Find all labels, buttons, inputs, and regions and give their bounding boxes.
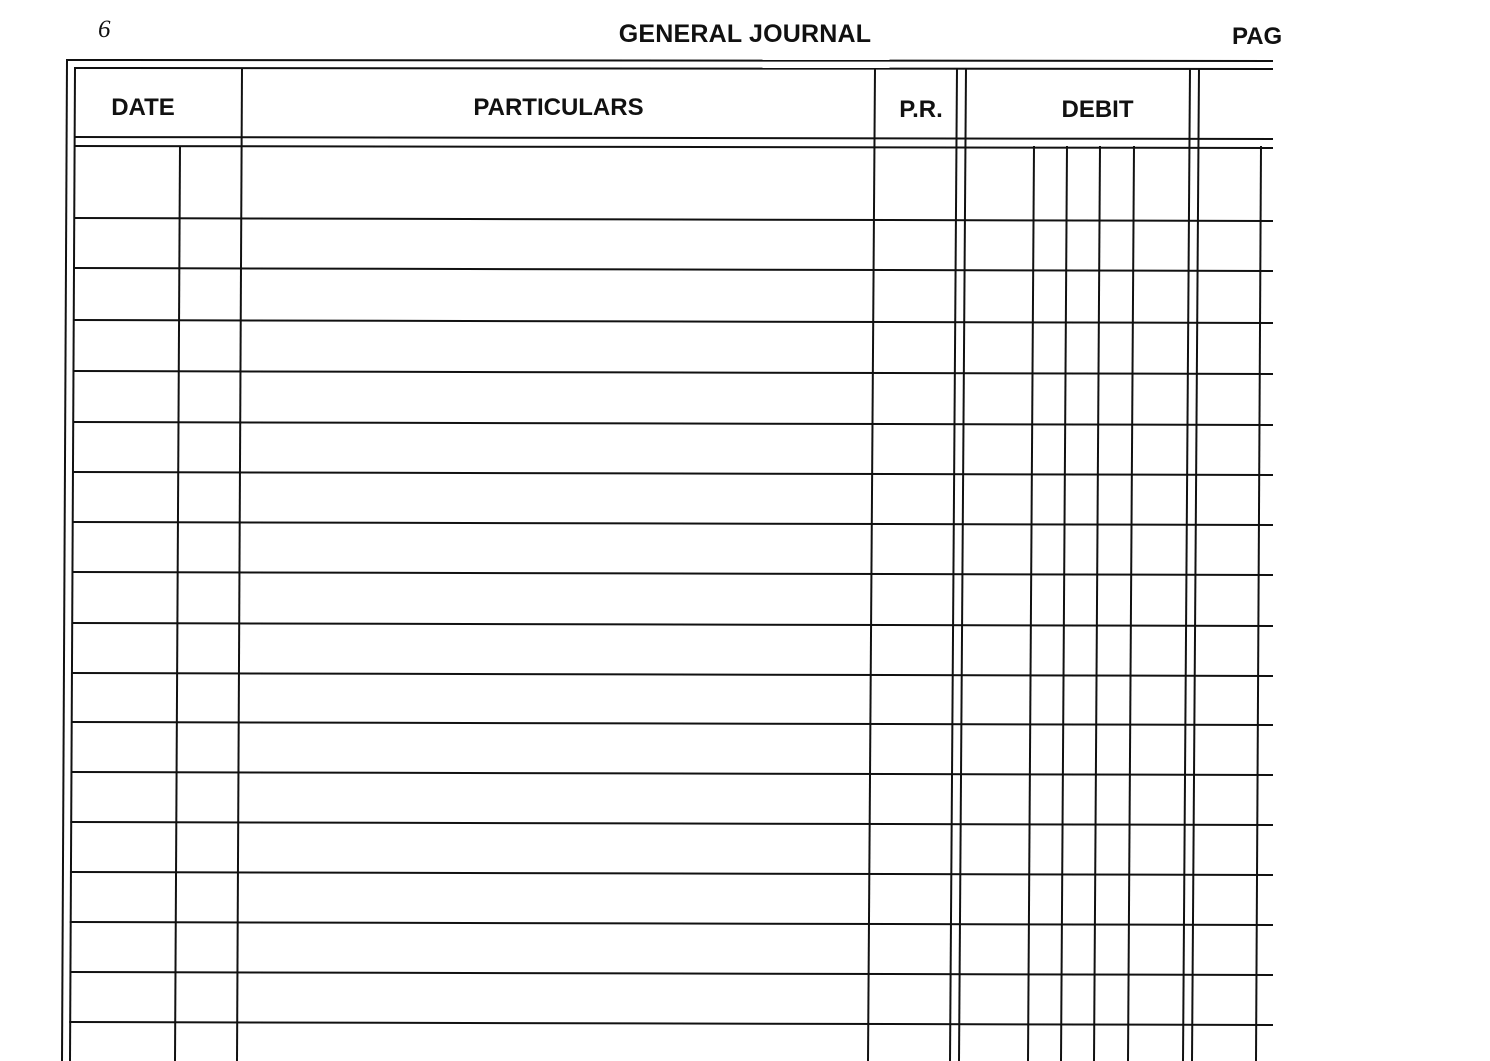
particulars-column-header: PARTICULARS [473, 94, 644, 121]
journal-entry-row [78, 321, 1273, 371]
journal-entry-row [78, 973, 1273, 1022]
date-column-header: DATE [111, 94, 175, 121]
journal-entry-row [78, 823, 1273, 872]
journal-entry-row [78, 773, 1273, 822]
debit-column-header: DEBIT [1061, 96, 1134, 123]
row-rule [69, 1022, 1273, 1025]
journal-entry-row [78, 873, 1273, 922]
journal-entry-row [78, 269, 1273, 320]
journal-entry-row [78, 219, 1273, 268]
journal-entry-row [78, 923, 1273, 972]
journal-entry-row [78, 423, 1273, 472]
journal-entry-row [78, 674, 1273, 722]
journal-entry-row [78, 573, 1273, 623]
page-label: PAG [1232, 23, 1283, 50]
journal-entry-row [78, 723, 1273, 772]
journal-entry-row [78, 148, 1273, 218]
journal-title: GENERAL JOURNAL [618, 20, 872, 48]
pr-column-header: P.R. [899, 96, 943, 123]
journal-entry-row [78, 372, 1273, 422]
page-number: 6 [98, 16, 111, 43]
journal-entry-row [78, 523, 1273, 572]
journal-entry-row [78, 624, 1273, 673]
journal-entry-row [78, 473, 1273, 522]
